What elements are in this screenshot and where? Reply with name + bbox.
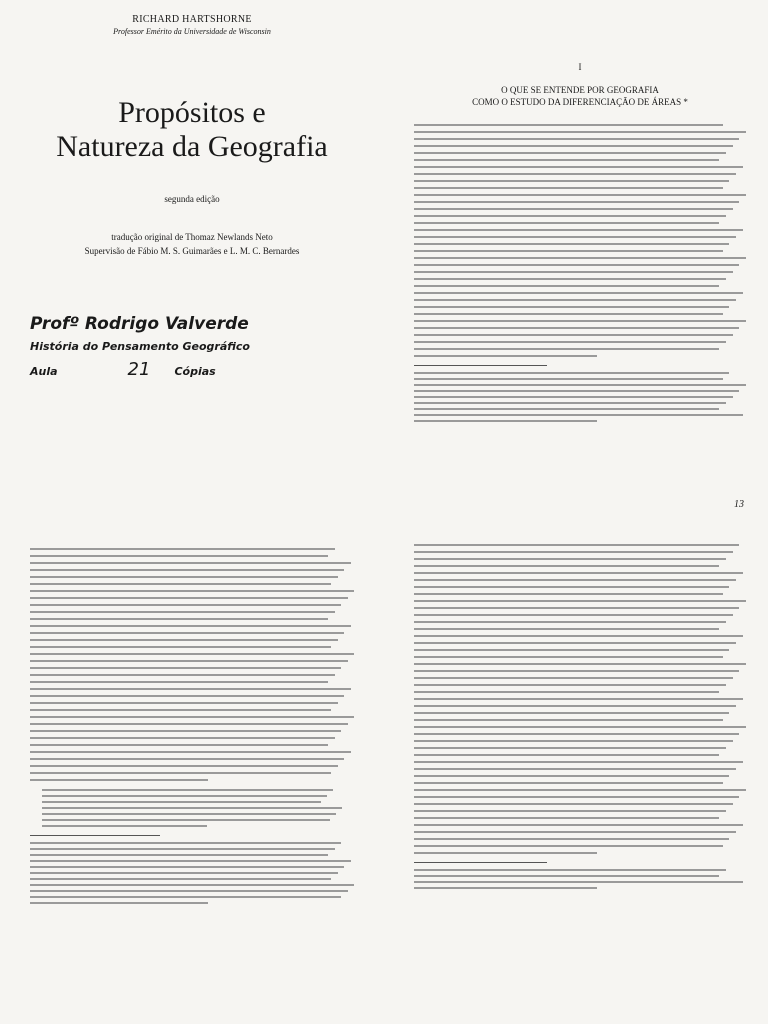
- text-line: [414, 194, 746, 196]
- text-line: [414, 551, 733, 553]
- text-line: [30, 667, 341, 669]
- edition-label: segunda edição: [164, 194, 220, 204]
- text-line: [414, 600, 746, 602]
- text-line: [414, 348, 719, 350]
- stamp-class-number: 21: [127, 359, 151, 380]
- text-line: [30, 751, 351, 753]
- text-line: [414, 663, 746, 665]
- footnote-rule: [414, 862, 547, 863]
- text-line: [30, 866, 344, 868]
- chapter-title-line-1: O QUE SE ENTENDE POR GEOGRAFIA: [501, 85, 659, 95]
- text-line: [414, 166, 743, 168]
- text-line: [30, 854, 328, 856]
- text-line: [414, 250, 723, 252]
- text-line: [414, 761, 743, 763]
- text-line: [414, 306, 729, 308]
- text-line: [414, 831, 736, 833]
- text-line: [30, 702, 338, 704]
- text-line: [30, 709, 331, 711]
- text-line: [414, 257, 746, 259]
- text-line: [414, 810, 726, 812]
- text-line: [414, 299, 736, 301]
- text-line: [414, 733, 739, 735]
- text-line: [414, 278, 726, 280]
- text-line: [414, 635, 743, 637]
- text-line: [42, 789, 333, 791]
- text-line: [414, 817, 719, 819]
- text-line: [414, 845, 723, 847]
- text-line: [414, 180, 729, 182]
- text-line: [414, 372, 729, 374]
- text-line: [414, 378, 723, 380]
- text-line: [414, 593, 723, 595]
- text-line: [414, 572, 743, 574]
- text-line: [414, 705, 736, 707]
- text-line: [30, 604, 341, 606]
- text-line: [42, 807, 342, 809]
- text-line: [414, 614, 733, 616]
- text-line: [30, 884, 354, 886]
- text-line: [414, 875, 719, 877]
- chapter-title-line-2: COMO O ESTUDO DA DIFERENCIAÇÃO DE ÁREAS *: [472, 97, 688, 107]
- text-line: [414, 355, 597, 357]
- author-affiliation: Professor Emérito da Universidade de Wisconsin: [113, 27, 271, 36]
- text-line: [414, 138, 739, 140]
- text-line: [414, 152, 726, 154]
- text-line: [414, 881, 743, 883]
- text-line: [414, 320, 746, 322]
- text-line: [414, 852, 597, 854]
- text-line: [414, 341, 726, 343]
- text-line: [414, 292, 743, 294]
- text-line: [414, 124, 723, 126]
- text-line: [414, 271, 733, 273]
- text-line: [30, 639, 338, 641]
- text-line: [414, 754, 719, 756]
- text-line: [414, 544, 739, 546]
- credits-line-1: tradução original de Thomaz Newlands Neto: [111, 232, 273, 242]
- stamp-class-label: Aula: [30, 365, 58, 378]
- text-line: [414, 402, 726, 404]
- stamp-professor-name: Profº Rodrigo Valverde: [30, 314, 249, 334]
- text-line: [414, 408, 719, 410]
- right-footnote-text: [414, 869, 746, 889]
- text-line: [414, 586, 729, 588]
- text-line: [414, 131, 746, 133]
- handwritten-stamp: [30, 314, 354, 380]
- text-line: [414, 775, 729, 777]
- text-line: [30, 890, 348, 892]
- text-line: [30, 597, 348, 599]
- chapter-page: [384, 0, 768, 520]
- text-line: [42, 795, 327, 797]
- text-line: [30, 674, 335, 676]
- text-line: [414, 327, 739, 329]
- text-line: [414, 824, 743, 826]
- left-quote-text: [42, 789, 342, 827]
- text-line: [414, 698, 743, 700]
- text-line: [414, 768, 736, 770]
- text-line: [30, 730, 341, 732]
- text-line: [30, 872, 338, 874]
- stamp-copies-label: Cópias: [174, 365, 216, 378]
- text-line: [30, 744, 328, 746]
- page-number: 13: [734, 499, 744, 510]
- chapter-number: I: [578, 62, 582, 72]
- text-line: [30, 660, 348, 662]
- left-body-text: [30, 548, 354, 781]
- text-line: [414, 229, 743, 231]
- text-line: [414, 208, 733, 210]
- chapter-title: [414, 84, 746, 108]
- footnote-rule: [414, 365, 547, 366]
- text-line: [30, 695, 344, 697]
- text-line: [414, 887, 597, 889]
- text-line: [414, 334, 733, 336]
- text-line: [42, 801, 321, 803]
- text-line: [30, 611, 335, 613]
- text-line: [414, 145, 733, 147]
- text-line: [414, 565, 719, 567]
- text-line: [414, 187, 723, 189]
- text-line: [414, 579, 736, 581]
- text-line: [30, 723, 348, 725]
- text-line: [30, 716, 354, 718]
- text-line: [414, 677, 733, 679]
- text-line: [414, 384, 746, 386]
- text-line: [30, 576, 338, 578]
- book-title-line-1: Propósitos e: [118, 96, 266, 129]
- footnote-rule: [30, 835, 160, 836]
- text-line: [414, 621, 726, 623]
- text-line: [30, 548, 335, 550]
- text-line: [414, 649, 729, 651]
- text-line: [414, 670, 739, 672]
- text-line: [30, 618, 328, 620]
- credits-line-2: Supervisão de Fábio M. S. Guimarães e L. M. C. Bernardes: [84, 246, 300, 256]
- text-line: [414, 691, 719, 693]
- text-line: [414, 712, 729, 714]
- text-line: [414, 215, 726, 217]
- text-line: [414, 396, 733, 398]
- text-line: [414, 642, 736, 644]
- text-line: [414, 684, 726, 686]
- text-line: [30, 772, 331, 774]
- translation-credits: [30, 230, 354, 258]
- text-line: [30, 860, 351, 862]
- left-footnote-text: [30, 842, 354, 904]
- text-line: [414, 796, 739, 798]
- title-page: [0, 0, 384, 520]
- text-line: [414, 747, 726, 749]
- text-line: [414, 719, 723, 721]
- text-line: [30, 902, 208, 904]
- text-line: [414, 159, 719, 161]
- text-line: [414, 243, 729, 245]
- text-line: [414, 782, 723, 784]
- text-line: [30, 555, 328, 557]
- stamp-class-row: [30, 359, 354, 380]
- text-line: [30, 625, 351, 627]
- text-line: [414, 236, 736, 238]
- text-line: [414, 414, 743, 416]
- book-title-line-2: Natureza da Geografia: [56, 130, 328, 163]
- text-line: [414, 420, 597, 422]
- text-line: [414, 726, 746, 728]
- book-title: [30, 96, 354, 164]
- text-line: [414, 201, 739, 203]
- text-line: [414, 740, 733, 742]
- text-line: [42, 813, 336, 815]
- author-name: RICHARD HARTSHORNE: [132, 14, 252, 25]
- text-line: [414, 628, 719, 630]
- text-line: [30, 779, 208, 781]
- body-page-left: [0, 530, 384, 1024]
- text-line: [414, 173, 736, 175]
- text-line: [414, 390, 739, 392]
- text-line: [30, 583, 331, 585]
- text-line: [30, 632, 344, 634]
- text-line: [30, 590, 354, 592]
- text-line: [414, 264, 739, 266]
- text-line: [30, 737, 335, 739]
- text-line: [30, 562, 351, 564]
- text-line: [414, 869, 726, 871]
- text-line: [30, 878, 331, 880]
- text-line: [30, 653, 354, 655]
- text-line: [30, 896, 341, 898]
- text-line: [30, 646, 331, 648]
- text-line: [414, 285, 719, 287]
- text-line: [414, 222, 719, 224]
- text-line: [414, 558, 726, 560]
- text-line: [30, 848, 335, 850]
- text-line: [414, 656, 723, 658]
- text-line: [42, 825, 207, 827]
- text-line: [414, 789, 746, 791]
- chapter-footnote-text: [414, 372, 746, 422]
- text-line: [414, 838, 729, 840]
- text-line: [414, 803, 733, 805]
- text-line: [42, 819, 330, 821]
- right-body-text: [414, 544, 746, 854]
- text-line: [414, 607, 739, 609]
- body-page-right: [384, 530, 768, 1024]
- chapter-body-text: [414, 124, 746, 357]
- stamp-course-name: História do Pensamento Geográfico: [30, 340, 250, 353]
- text-line: [30, 842, 341, 844]
- text-line: [30, 569, 344, 571]
- text-line: [30, 681, 328, 683]
- text-line: [30, 765, 338, 767]
- text-line: [30, 758, 344, 760]
- text-line: [30, 688, 351, 690]
- text-line: [414, 313, 723, 315]
